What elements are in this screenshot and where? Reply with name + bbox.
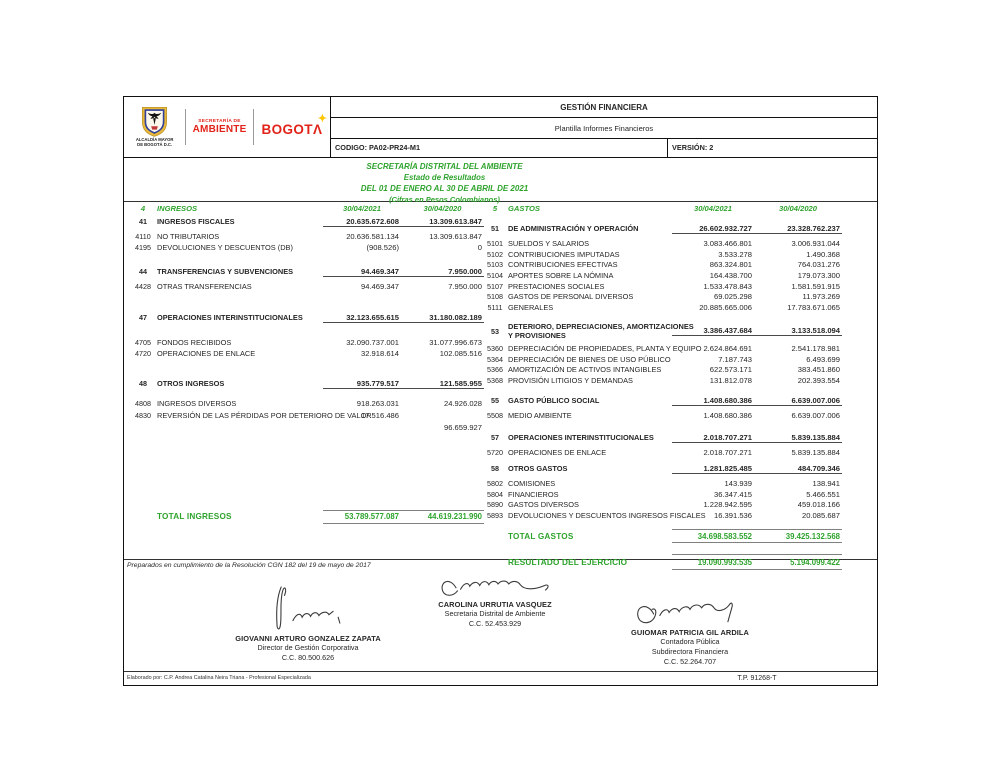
account-code: 58 [491, 463, 499, 473]
document-code: CODIGO: PA02-PR24-M1 [331, 139, 668, 157]
col-2021-header: 30/04/2021 [693, 204, 732, 213]
amount-2020: 102.085.516 [439, 348, 482, 358]
logo-divider [253, 109, 254, 145]
account-label: NO TRIBUTARIOS [157, 232, 220, 241]
bogota-coat-of-arms-icon [132, 106, 178, 148]
amount-2021: 164.438.700 [709, 271, 752, 281]
account-label: DEPRECIACIÓN DE BIENES DE USO PÚBLICO [508, 354, 671, 364]
amount-2021: 16.391.536 [713, 511, 752, 520]
ingresos-panel [124, 202, 482, 559]
account-label: APORTES SOBRE LA NÓMINA [508, 271, 614, 281]
account-label: SUELDOS Y SALARIOS [508, 239, 590, 248]
account-row [129, 422, 482, 434]
account-code: 5104 [487, 271, 503, 281]
amount-2020: 2.541.178.981 [791, 343, 840, 353]
category-row [482, 224, 877, 237]
account-label: DEVOLUCIONES Y DESCUENTOS (DB) [157, 242, 293, 252]
account-code: 5360 [487, 343, 503, 353]
amount-2020: 484.709.346 [754, 464, 842, 474]
account-code: 41 [139, 217, 147, 226]
amount-2020: 764.031.276 [797, 260, 840, 270]
amount-2020: 202.393.554 [797, 375, 840, 385]
amount-2020: 24.926.028 [443, 399, 482, 409]
amount-2021: 2.624.864.691 [703, 343, 752, 353]
account-code: 44 [139, 267, 147, 277]
amount-2020: 7.950.000 [401, 267, 484, 277]
account-code: 5111 [487, 303, 503, 313]
account-label: DEVOLUCIONES Y DESCUENTOS INGRESOS FISCALES [508, 511, 706, 520]
document-footer [124, 671, 877, 687]
account-code: 57 [491, 433, 499, 443]
report-name: Estado de Resultados [403, 173, 486, 182]
account-label: COMISIONES [508, 478, 556, 488]
amount-2021: 863.324.801 [709, 260, 752, 270]
account-code: 4705 [135, 338, 151, 348]
amount-2020: 383.451.860 [797, 365, 840, 375]
amount-2020: 6.639.007.006 [791, 410, 840, 420]
account-section [129, 379, 482, 434]
report-period: DEL 01 DE ENERO AL 30 DE ABRIL DE 2021 [360, 184, 529, 193]
signature-block-giovanni: GIOVANNI ARTURO GONZALEZ ZAPATA Director de Gestión Corporativa C.C. 80.500.626 [182, 582, 434, 663]
account-code: 5802 [487, 478, 503, 488]
column-header-row [129, 204, 482, 217]
account-code: 5101 [487, 239, 503, 248]
account-code: 4428 [135, 282, 151, 292]
amount-2020: 1.581.591.915 [791, 281, 840, 291]
signature-script [435, 574, 555, 600]
account-row [129, 410, 482, 422]
signature-block-guiomar: GUIOMAR PATRICIA GIL ARDILA Contadora Pública Subdirectora Financiera C.C. 52.264.707 [576, 600, 804, 667]
account-code: 55 [491, 395, 499, 405]
account-code: 5720 [487, 448, 503, 458]
amount-2021: 32.918.614 [360, 348, 399, 358]
account-label: OTROS INGRESOS [157, 379, 225, 389]
signature-line: C.C. 52.264.707 [663, 657, 717, 666]
account-section [129, 313, 482, 359]
amount-2020: 7.950.000 [448, 282, 482, 292]
gastos-panel [482, 202, 877, 567]
entity-name: SECRETARÍA DISTRITAL DEL AMBIENTE [366, 162, 523, 171]
amount-2021: 32.123.655.615 [323, 313, 401, 323]
account-code: 5102 [487, 249, 503, 259]
account-row [482, 344, 877, 355]
account-code: 53 [491, 326, 499, 336]
account-section [482, 433, 877, 459]
account-row [482, 260, 877, 271]
total-label: TOTAL GASTOS [508, 531, 574, 541]
account-label: INGRESOS DIVERSOS [157, 399, 237, 409]
account-label: DEPRECIACIÓN DE PROPIEDADES, PLANTA Y EQUIPO [508, 343, 702, 353]
account-code: 4195 [135, 242, 151, 252]
amount-2020: 5.839.135.884 [791, 448, 840, 458]
account-row [482, 411, 877, 422]
signature-area [124, 572, 877, 671]
account-code: 5108 [487, 292, 503, 302]
amount-2021: 20.885.665.006 [699, 303, 752, 313]
account-row [129, 282, 482, 293]
account-code: 4808 [135, 399, 151, 409]
account-label: OPERACIONES DE ENLACE [508, 448, 607, 458]
amount-2021: 131.812.078 [709, 375, 752, 385]
account-row [482, 292, 877, 303]
account-label: OPERACIONES DE ENLACE [157, 348, 256, 358]
amount-2020: 13.309.613.847 [401, 217, 484, 227]
account-row [482, 365, 877, 376]
account-label: PROVISIÓN LITIGIOS Y DEMANDAS [508, 375, 633, 385]
total-row [482, 528, 877, 545]
account-row [482, 376, 877, 387]
amount-2020: 3.133.518.094 [754, 326, 842, 336]
account-section [482, 396, 877, 422]
template-title: Plantilla Informes Financieros [331, 118, 877, 139]
col-2020-header: 30/04/2020 [423, 204, 462, 213]
account-row [482, 490, 877, 501]
category-row [482, 464, 877, 477]
report-units: (Cifras en Pesos Colombianos) [389, 194, 500, 204]
account-label: GASTOS DE PERSONAL DIVERSOS [508, 292, 634, 302]
total-label: TOTAL INGRESOS [157, 512, 232, 522]
amount-2020: 121.585.955 [401, 379, 484, 389]
total-2021: 53.789.577.087 [323, 510, 401, 524]
amount-2020: 138.941 [812, 478, 840, 488]
amount-2021: 69.025.298 [713, 292, 752, 302]
account-code: 51 [491, 224, 499, 233]
amount-2020: 31.180.082.189 [401, 313, 484, 323]
account-label: PRESTACIONES SOCIALES [508, 281, 605, 291]
amount-2020: 5.839.135.884 [754, 433, 842, 443]
total-row [482, 554, 877, 571]
sub-rows [129, 338, 482, 359]
total-2021: 34.698.583.552 [672, 529, 754, 543]
code-version-row [331, 139, 877, 157]
account-code: 5368 [487, 375, 503, 385]
amount-2021: 36.347.415 [713, 489, 752, 499]
amount-2020: 3.006.931.044 [791, 239, 840, 248]
total-2020: 44.619.231.990 [401, 510, 484, 524]
amount-2021: 1.228.942.595 [703, 500, 752, 510]
amount-2020: 6.493.699 [806, 354, 840, 364]
amount-2021: 94.469.347 [360, 282, 399, 292]
category-row [129, 217, 482, 230]
amount-2021: 17.516.486 [360, 411, 399, 421]
account-label: FONDOS RECIBIDOS [157, 338, 232, 348]
col-2020-header: 30/04/2020 [778, 204, 817, 213]
total-label: RESULTADO DEL EJERCICIO [508, 557, 628, 567]
category-row [482, 433, 877, 446]
signature-script [632, 600, 748, 628]
account-row [482, 282, 877, 293]
category-row [129, 267, 482, 280]
account-code: 48 [139, 379, 147, 389]
sub-rows [129, 398, 482, 434]
logo-divider [185, 109, 186, 145]
account-label: CONTRIBUCIONES EFECTIVAS [508, 260, 618, 270]
document-header [124, 97, 877, 158]
account-code: 4720 [135, 348, 151, 358]
account-section [482, 224, 877, 314]
amount-2021: 2.018.707.271 [672, 433, 754, 443]
signature-line: Contadora Pública [660, 637, 720, 646]
amount-2021: 1.408.680.386 [703, 410, 752, 420]
amount-2020: 23.328.762.237 [754, 224, 842, 234]
account-section [482, 321, 877, 387]
amount-2020: 179.073.300 [797, 271, 840, 281]
account-code: 5804 [487, 489, 503, 499]
process-title: GESTIÓN FINANCIERA [331, 97, 877, 118]
account-label: GASTO PÚBLICO SOCIAL [508, 395, 600, 405]
alcaldia-caption: ALCALDÍA MAYOR DE BOGOTÁ D.C. [135, 137, 174, 147]
account-label: FINANCIEROS [508, 489, 559, 499]
account-section [129, 267, 482, 293]
amount-2020: 6.639.007.006 [754, 396, 842, 406]
signature-line: Director de Gestión Corporativa [257, 643, 359, 652]
professional-card-number: T.P. 91268-T [737, 675, 777, 682]
account-section [129, 217, 482, 253]
account-section [482, 464, 877, 522]
amount-2021: 3.083.466.801 [703, 239, 752, 248]
amount-2021: 7.187.743 [718, 354, 752, 364]
account-label: REVERSIÓN DE LAS PÉRDIDAS POR DETERIORO DE VALOR [157, 411, 372, 421]
account-label: AMORTIZACIÓN DE ACTIVOS INTANGIBLES [508, 365, 662, 375]
account-row [129, 398, 482, 410]
class-label: INGRESOS [157, 204, 198, 213]
sub-rows [482, 479, 877, 522]
signature-line: C.C. 52.453.929 [468, 619, 522, 628]
sub-rows [482, 448, 877, 459]
account-code: 5366 [487, 365, 503, 375]
total-2020: 39.425.132.568 [754, 529, 842, 543]
account-row [482, 271, 877, 282]
amount-2021: 935.779.517 [323, 379, 401, 389]
class-code: 5 [492, 204, 498, 213]
class-code: 4 [140, 204, 146, 213]
amount-2021: 918.263.031 [356, 399, 399, 409]
amount-2021: 3.386.437.684 [672, 326, 754, 336]
amount-2020: 11.973.269 [802, 292, 840, 302]
elaborado-note: Elaborado por: C.P. Andrea Catalina Neira Triana - Profesional Especializada [127, 675, 311, 681]
account-row [482, 239, 877, 250]
amount-2020: 31.077.996.673 [429, 338, 482, 348]
account-row [482, 511, 877, 522]
amount-2020: 13.309.613.847 [429, 232, 482, 241]
amount-2020: 0 [477, 242, 482, 252]
account-label: INGRESOS FISCALES [157, 217, 235, 226]
category-row [482, 396, 877, 409]
financial-report-document [123, 96, 878, 686]
amount-2021: 20.636.581.134 [346, 232, 399, 241]
amount-2021: 3.533.278 [718, 249, 752, 259]
amount-2020: 96.659.927 [443, 423, 482, 433]
account-code: 5508 [487, 410, 503, 420]
class-label: GASTOS [508, 204, 540, 213]
amount-2021: (908.526) [366, 242, 399, 252]
category-row [129, 313, 482, 326]
account-label: DE ADMINISTRACIÓN Y OPERACIÓN [508, 224, 639, 233]
account-code: 5107 [487, 281, 503, 291]
amount-2021: 1.533.478.843 [703, 281, 752, 291]
category-row [482, 321, 877, 342]
amount-2021: 622.573.171 [709, 365, 752, 375]
signature-line: Subdirectora Financiera [651, 647, 729, 656]
compliance-note: Preparados en cumplimiento de la Resolución CGN 182 del 19 de mayo de 2017 [124, 559, 877, 572]
amount-2021: 143.939 [724, 478, 752, 488]
total-2021: 19.090.993.535 [672, 554, 754, 570]
account-label: OTROS GASTOS [508, 463, 568, 473]
account-code: 4830 [135, 411, 151, 421]
col-2021-header: 30/04/2021 [342, 204, 381, 213]
account-label: GENERALES [508, 303, 554, 313]
amount-2021: 1.281.825.485 [672, 464, 754, 474]
sub-rows [129, 232, 482, 253]
account-row [482, 303, 877, 314]
account-row [482, 479, 877, 490]
account-row [129, 232, 482, 243]
account-row [129, 349, 482, 360]
account-code: 5890 [487, 500, 503, 510]
account-row [129, 338, 482, 349]
amount-2020: 17.783.671.065 [787, 303, 840, 313]
total-2020: 5.194.099.422 [754, 554, 842, 570]
bogota-logo: ✦ BOGOTΛ [261, 112, 328, 137]
amount-2020: 5.466.551 [806, 489, 840, 499]
signature-script [248, 582, 368, 634]
account-row [129, 243, 482, 254]
amount-2021: 2.018.707.271 [703, 448, 752, 458]
amount-2020: 1.490.368 [806, 249, 840, 259]
signature-line: C.C. 80.500.626 [281, 653, 335, 662]
star-icon: ✦ [317, 112, 328, 125]
account-row [482, 250, 877, 261]
column-header-row [482, 204, 877, 217]
account-code: 4110 [135, 232, 151, 241]
account-row [482, 500, 877, 511]
logo-cell [124, 97, 331, 157]
account-label: OPERACIONES INTERINSTITUCIONALES [508, 433, 654, 443]
amount-2021: 32.090.737.001 [346, 338, 399, 348]
amount-2021: 26.602.932.727 [672, 224, 754, 234]
account-row [482, 355, 877, 366]
sub-rows [482, 239, 877, 314]
sub-rows [482, 344, 877, 387]
account-code: 47 [139, 313, 147, 323]
account-label: GASTOS DIVERSOS [508, 500, 579, 510]
account-label: MEDIO AMBIENTE [508, 410, 572, 420]
total-row [129, 508, 482, 525]
sub-rows [129, 282, 482, 293]
amount-2021: 94.469.347 [323, 267, 401, 277]
signature-line: Secretaria Distrital de Ambiente [444, 609, 546, 618]
account-code: 5103 [487, 260, 503, 270]
report-title-block [124, 158, 877, 204]
signature-block-carolina: CAROLINA URRUTIA VASQUEZ Secretaria Distrital de Ambiente C.C. 52.453.929 [376, 574, 614, 629]
amount-2021: 20.635.672.608 [323, 217, 401, 227]
secretaria-ambiente-logo: SECRETARÍA DE AMBIENTE [192, 119, 247, 135]
category-row [129, 379, 482, 392]
account-label: DETERIORO, DEPRECIACIONES, AMORTIZACIONES Y PROVISIONES [508, 322, 694, 341]
amount-2021: 1.408.680.386 [672, 396, 754, 406]
account-code: 5364 [487, 354, 503, 364]
header-right [331, 97, 877, 157]
account-label: CONTRIBUCIONES IMPUTADAS [508, 249, 620, 259]
account-row [482, 448, 877, 459]
sub-rows [482, 411, 877, 422]
account-label: OTRAS TRANSFERENCIAS [157, 282, 252, 292]
account-code: 5893 [487, 511, 503, 520]
account-label: TRANSFERENCIAS Y SUBVENCIONES [157, 267, 294, 277]
amount-2020: 20.085.687 [801, 511, 840, 520]
document-version: VERSIÓN: 2 [672, 143, 714, 152]
amount-2020: 459.018.166 [797, 500, 840, 510]
account-label: OPERACIONES INTERINSTITUCIONALES [157, 313, 303, 323]
